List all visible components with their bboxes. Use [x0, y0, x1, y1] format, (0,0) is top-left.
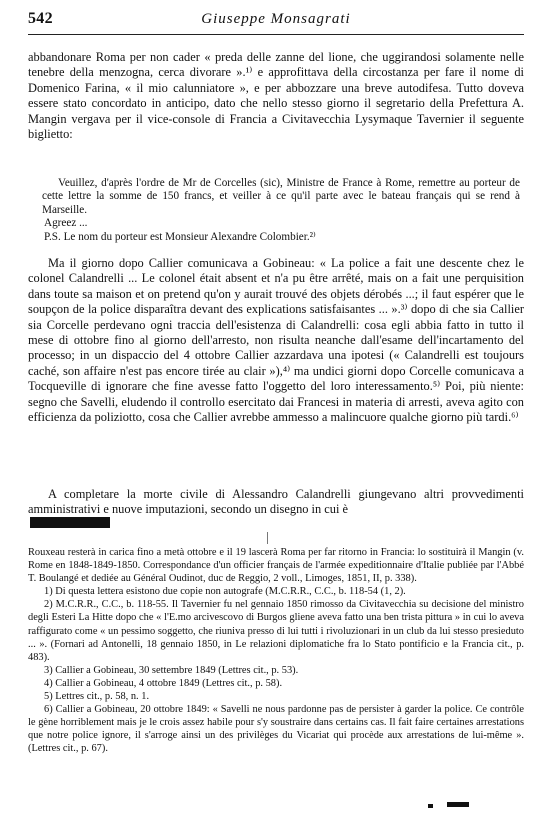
footnote-6: 6) Callier a Gobineau, 20 ottobre 1849: « Savelli ne nous pardonne pas de persister à garder la police. Ce contrôle le gène horriblement mais je le crois assez habile pour s'y soustraire dans certains cas. Il fait faire certaines arrestations que notre police ignore, il s'arroge ainsi un des privilèges du Vicariat qui procède aux arrestations de lui-même ». (Lettres cit., p. 67). — [28, 704, 524, 755]
paragraph-1 — [28, 50, 524, 142]
ink-blot — [447, 802, 469, 807]
footnote-3: 3) Callier a Gobineau, 30 settembre 1849 (Lettres cit., p. 53). — [44, 664, 299, 676]
footnote-continuation: Rouxeau resterà in carica fino a metà ottobre e il 19 lascerà Roma per far ritorno in Francia: lo sostituirà il Mangin (v. Rome en 1848-1849-1850. Correspondance d'un officier français de l'armée expeditionnaire d'Italie publiée par l'Abbé T. Boulangé et dediée au Général Oudinot, duc de Reggio, 2 voll., Limoges, 1851, II, p. 338). — [28, 547, 524, 585]
quote-text: Veuillez, d'après l'ordre de Mr de Corcelles (sic), Ministre de France à Rome, remettre au porteur de cette lettre la somme de 150 francs, et veiller à ce qu'il parte avec le bateau français qui se rend à Marseille. — [42, 177, 520, 216]
separator-mark — [267, 532, 268, 544]
footnotes — [28, 546, 524, 756]
ink-blot-small — [428, 804, 433, 808]
redaction-mark — [30, 517, 110, 528]
header-rule — [28, 34, 524, 35]
quote-postscript: P.S. Le nom du porteur est Monsieur Alexandre Colombier.²⁾ — [44, 230, 316, 243]
page-header — [28, 10, 524, 32]
paragraph-2-text: Ma il giorno dopo Callier comunicava a Gobineau: « La police a fait une descente chez le colonel Calandrelli ... Le colonel était absent et n'a pu être arrêté, mais on a fait une perquisition dans toute sa maison et on pretend qu'on y aurait trouvé des objets dérobés ...; il faut espérer que le soupçon de la police disparaîtra devant des explications satisfaisantes ... ».³⁾ dopo di che sia Callier sia Corcelle perdevano ogni traccia dell'esistenza di Calandrelli: cosa egli abbia fatto in tutto il mese di ottobre fino al giorno dell'arresto, non risulta neanche dall'esame dell'incartamento del processo; in un dispaccio del 4 ottobre Callier azzardava una ipotesi (« Calandrelli est toujours caché, son affaire n'est pas encore tirée au clair »),⁴⁾ ma undici giorni dopo Corcelle comunicava a Tocqueville di ignorare che fine avesse fatto l'oggetto del loro interessamento.⁵⁾ Poi, più niente: segno che Savelli, eludendo il controllo esercitato dai Francesi in materia di arresti, aveva agito con efficienza da poliziotto, cosa che Callier avrebbe ammesso a malincuore qualche giorno più tardi.⁶⁾ — [28, 256, 524, 425]
footnote-5: 5) Lettres cit., p. 58, n. 1. — [44, 691, 150, 703]
paragraph-2 — [28, 256, 524, 425]
paragraph-3-text: A completare la morte civile di Alessandro Calandrelli giungevano altri provvedimenti amministrativi e nuove imputazioni, secondo un disegno in cui è — [28, 487, 524, 517]
running-title: Giuseppe Monsagrati — [201, 11, 351, 27]
quote-agreez: Agreez ... — [44, 217, 88, 230]
page-number: 542 — [28, 10, 53, 27]
footnote-1: 1) Di questa lettera esistono due copie non autografe (M.C.R.R., C.C., b. 118-54 (1, 2). — [44, 586, 406, 598]
quoted-letter — [42, 177, 520, 244]
paragraph-3 — [28, 487, 524, 518]
footnote-4: 4) Callier a Gobineau, 4 ottobre 1849 (Lettres cit., p. 58). — [44, 677, 283, 689]
paragraph-1-text: abbandonare Roma per non cader « preda delle zanne del lione, che uggirandosi solamente nelle tenebre della menzogna, cerca divorare ».¹⁾ e approfittava della circostanza per fare il nome di Domenico Farina, « il mio calunniatore », e per abbozzare una breve autodifesa. Tutto doveva essere stato concordato in anticipo, dato che nello stesso giorno il segretario della Prefettura A. Mangin vergava per il vice-console di Francia a Civitavecchia Lysymaque Tavernier il seguente biglietto: — [28, 50, 524, 142]
footnote-2: 2) M.C.R.R., C.C., b. 118-55. Il Tavernier fu nel gennaio 1850 rimosso da Civitavecchia su decisione del ministro degli Esteri La Hitte dopo che « l'E.mo arcivescovo di Burgos gliene aveva fatto una ben trista pittura » in cui lo aveva raffigurato come « un pessimo soggetto, che riuniva presso di lui tutti i rivoluzionari in un club da lui stesso presieduto ... ». (Fornari ad Antonelli, 18 gennaio 1850, in Le relazioni diplomatiche fra lo Stato pontificio e la Francia cit., p. 483). — [28, 599, 524, 663]
